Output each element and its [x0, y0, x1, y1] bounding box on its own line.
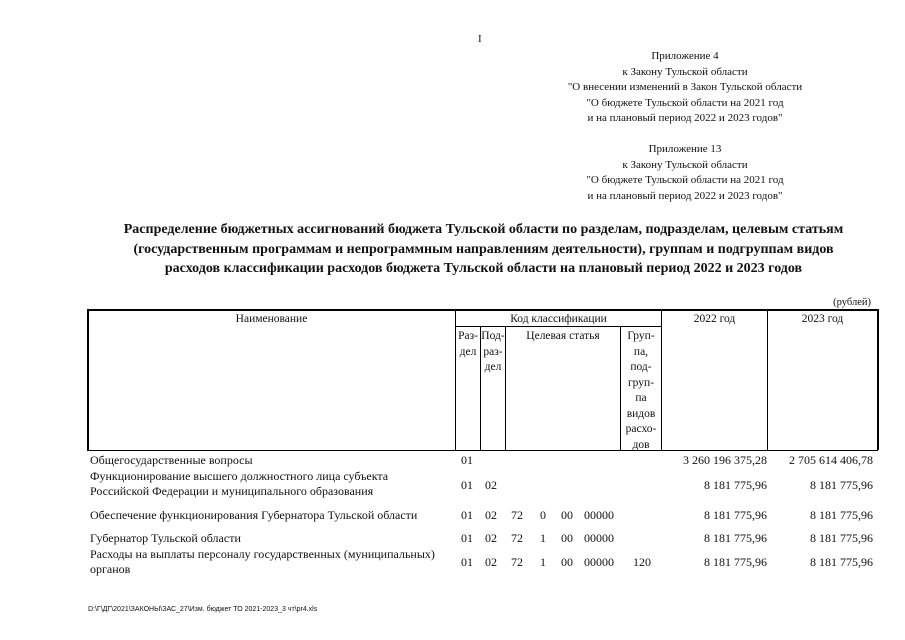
row-target-subprogram: 1: [540, 555, 546, 569]
header-section: [456, 329, 480, 360]
header-group-line: груп-: [627, 376, 655, 389]
title-line: (государственным программам и непрограммным направлениям деятельности), группам и подгруппам видов: [133, 241, 834, 257]
row-name: Губернатор Тульской области: [90, 531, 241, 545]
table-border-right: [877, 309, 879, 450]
row-section: 01: [461, 508, 473, 522]
header-section-line: Раз-: [458, 330, 478, 342]
row-2022: 8 181 775,96: [704, 478, 767, 492]
header-group-line: под-: [630, 361, 652, 373]
row-target-program: 72: [511, 555, 523, 569]
appendix-13-line: к Закону Тульской области: [622, 158, 748, 171]
row-name: Функционирование высшего должностного лица субъекта: [90, 469, 389, 483]
header-2022: 2022 год: [693, 313, 736, 325]
col-divider-group: [661, 309, 662, 450]
header-group-line: па,: [633, 345, 649, 358]
row-subsection: 02: [485, 555, 497, 569]
header-2023: 2023 год: [801, 313, 844, 325]
row-name: органов: [90, 562, 131, 576]
header-section-line: дел: [459, 345, 477, 358]
row-2022: 3 260 196 375,28: [683, 453, 767, 467]
row-target-event: 00: [561, 508, 573, 522]
appendix-13-line: и на плановый период 2022 и 2023 годов": [587, 189, 783, 202]
file-path-footer: D:\Г\ДГ\2021\ЗАКОНЫ\ЗАС_27\Изм. бюджет ТО 2021-2023_3 чт\pr4.xls: [88, 606, 318, 613]
header-subsection-line: дел: [484, 361, 502, 373]
col-divider-subsection: [505, 326, 506, 450]
header-subsection-line: раз-: [483, 345, 503, 358]
row-name: Обеспечение функционирования Губернатора Тульской области: [90, 508, 418, 522]
row-target-direction: 00000: [584, 508, 614, 522]
table-border-top: [87, 309, 878, 311]
row-2022: 8 181 775,96: [704, 555, 767, 569]
appendix-13-header: [510, 142, 860, 204]
header-subsection: [481, 329, 505, 376]
header-subsection-line: Под-: [481, 330, 505, 342]
col-divider-2022: [767, 309, 768, 450]
header-bottom-border: [87, 450, 878, 451]
appendix-4-line: к Закону Тульской области: [622, 65, 748, 78]
row-name: Российской Федерации и муниципального образования: [90, 484, 374, 498]
units-label: (рублей): [833, 297, 871, 308]
header-group-line: видов: [626, 407, 656, 420]
header-target: Целевая статья: [526, 330, 600, 342]
row-target-direction: 00000: [584, 531, 614, 545]
appendix-13-line: Приложение 13: [648, 143, 722, 155]
row-section: 01: [461, 555, 473, 569]
appendix-4-line: "О внесении изменений в Закон Тульской области: [567, 81, 803, 93]
row-subsection: 02: [485, 531, 497, 545]
appendix-4-line: Приложение 4: [651, 50, 719, 62]
row-section: 01: [461, 478, 473, 492]
row-2023: 8 181 775,96: [810, 478, 873, 492]
row-2023: 8 181 775,96: [810, 555, 873, 569]
header-group-line: расхо-: [625, 423, 657, 435]
row-target-direction: 00000: [584, 555, 614, 569]
row-name: Общегосударственные вопросы: [90, 453, 253, 467]
row-2023: 2 705 614 406,78: [789, 453, 873, 467]
row-2022: 8 181 775,96: [704, 531, 767, 545]
row-section: 01: [461, 453, 473, 467]
header-group-line: па: [635, 392, 647, 404]
header-name: Наименование: [235, 313, 308, 325]
header-group-line: дов: [632, 438, 650, 451]
document-title: [90, 220, 877, 279]
row-target-event: 00: [561, 555, 573, 569]
page-marker: I: [478, 33, 482, 45]
row-target-event: 00: [561, 531, 573, 545]
row-name: Расходы на выплаты персоналу государственных (муниципальных): [90, 547, 435, 561]
row-2023: 8 181 775,96: [810, 531, 873, 545]
row-2022: 8 181 775,96: [704, 508, 767, 522]
row-subsection: 02: [485, 478, 497, 492]
row-subsection: 02: [485, 508, 497, 522]
row-group: 120: [633, 555, 651, 569]
appendix-4-line: "О бюджете Тульской области на 2021 год: [586, 96, 784, 109]
table-border-left: [87, 309, 89, 450]
appendix-4-header: [510, 49, 860, 127]
header-group-line: Груп-: [627, 330, 655, 342]
row-2023: 8 181 775,96: [810, 508, 873, 522]
appendix-4-line: и на плановый период 2022 и 2023 годов": [587, 112, 783, 124]
appendix-13-line: "О бюджете Тульской области на 2021 год: [586, 174, 784, 186]
title-line: расходов классификации расходов бюджета Тульской области на плановый период 2022 и 2023 годов: [164, 261, 803, 276]
row-section: 01: [461, 531, 473, 545]
row-target-subprogram: 0: [540, 508, 546, 522]
row-target-program: 72: [511, 508, 523, 522]
title-line: Распределение бюджетных ассигнований бюджета Тульской области по разделам, подразделам, целевым статьям: [123, 222, 844, 237]
header-code: Код классификации: [510, 313, 607, 325]
row-target-subprogram: 1: [540, 531, 546, 545]
header-group: [621, 329, 661, 453]
row-target-program: 72: [511, 531, 523, 545]
